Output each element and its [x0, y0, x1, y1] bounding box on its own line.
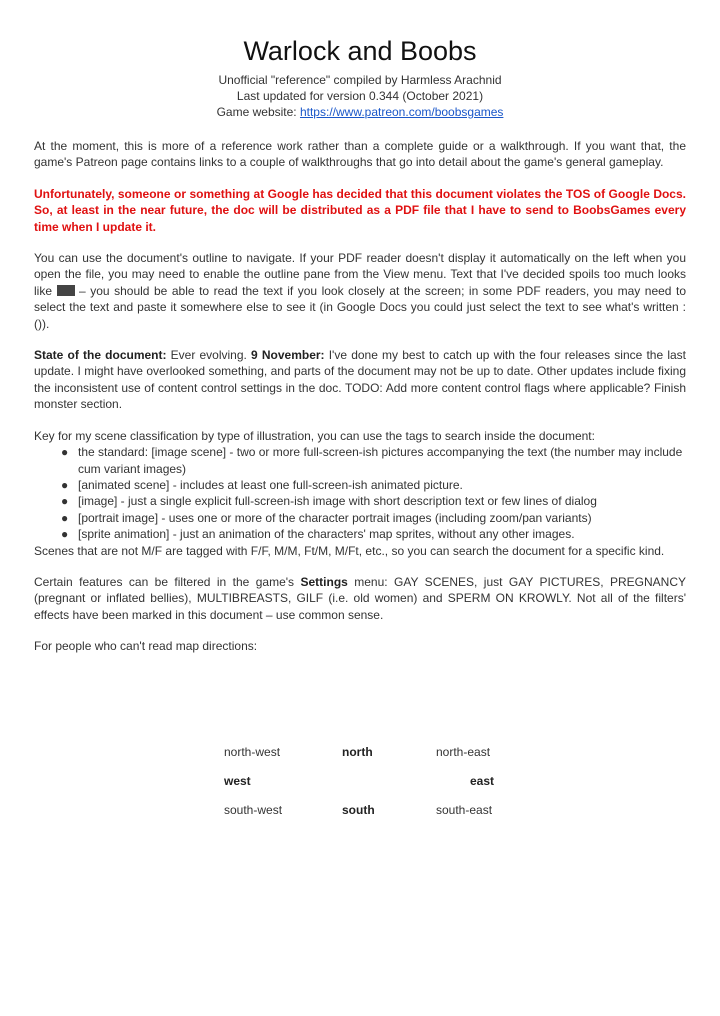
- key-item: [61, 493, 686, 509]
- state-date: 9 November:: [251, 348, 325, 363]
- direction-south-east: south-east: [436, 803, 493, 817]
- state-paragraph: [34, 347, 686, 413]
- direction-east: east: [470, 774, 495, 788]
- key-item: [61, 510, 686, 526]
- direction-south-west: south-west: [224, 803, 283, 817]
- bullet-icon: ●: [61, 510, 69, 525]
- state-text-1: Ever evolving.: [166, 348, 252, 363]
- direction-north: north: [342, 745, 373, 759]
- direction-south: south: [342, 803, 375, 817]
- directions-intro: For people who can't read map directions:: [34, 639, 258, 654]
- key-item-text: [image] - just a single explicit full-screen-ish image with short description text or few lines of dialog: [78, 494, 597, 509]
- key-outro: Scenes that are not M/F are tagged with F/F, M/M, Ft/M, M/Ft, etc., so you can search the document for a specific kind.: [34, 543, 665, 558]
- direction-west: west: [224, 774, 251, 788]
- settings-text-1: Certain features can be filtered in the game's: [34, 574, 301, 589]
- settings-label: Settings: [300, 574, 348, 589]
- navigation-paragraph: [34, 250, 686, 332]
- version-line: Last updated for version 0.344 (October 2021): [236, 89, 484, 103]
- bullet-icon: ●: [61, 494, 69, 509]
- bullet-icon: ●: [61, 445, 69, 460]
- navigation-text-2: – you should be able to read the text if you look closely at the screen; in some PDF readers, you may need to select the text and paste it somewhere else to see it (in Google Docs you could just select the text to see what's written :()).: [34, 283, 686, 331]
- warning-paragraph: Unfortunately, someone or something at Google has decided that this document violates the TOS of Google Docs. So, at least in the near future, the doc will be distributed as a PDF file that I have to send to BoobsGames every time when I update it.: [34, 186, 686, 234]
- key-item-text: [portrait image] - uses one or more of the character portrait images (including zoom/pan variants): [78, 510, 592, 525]
- navigation-text-1: You can use the document's outline to navigate. If your PDF reader doesn't display it automatically on the left when you open the file, you may need to enable the outline pane from the View menu. Text that I've decided spoils too much looks like: [34, 251, 686, 298]
- key-item-text: [sprite animation] - just an animation of the characters' map sprites, without any other images.: [78, 527, 575, 542]
- website-line: [34, 104, 686, 120]
- key-item: [61, 526, 686, 542]
- key-item-text: [animated scene] - includes at least one full-screen-ish animated picture.: [78, 477, 463, 492]
- intro-paragraph: At the moment, this is more of a reference work rather than a complete guide or a walkthrough. If you want that, the game's Patreon page contains links to a couple of walkthroughs that go into detail about the game's general gameplay.: [34, 139, 686, 170]
- key-intro: Key for my scene classification by type of illustration, you can use the tags to search inside the document:: [34, 428, 595, 443]
- settings-text-2: menu: GAY SCENES, just GAY PICTURES, PREGNANCY (pregnant or inflated bellies), MULTIBREASTS, GILF (i.e. old women) and SPERM ON KROWLY. Not all of the filters' effects have been marked in this document – use common sense.: [34, 574, 686, 622]
- website-link[interactable]: https://www.patreon.com/boobsgames: [299, 105, 504, 119]
- key-item-text: the standard: [image scene] - two or more full-screen-ish pictures accompanying the text (the number may include cum variant images): [78, 445, 683, 476]
- state-text-2: I've done my best to catch up with the four releases since the last update. I might have overlooked something, and parts of the document may not be up to date. Other updates include fixing the inconsistent use of content control settings in the doc. TODO: Add more content control flags where applicable? Finish monster section.: [34, 348, 686, 412]
- document-title: Warlock and Boobs: [243, 36, 477, 66]
- key-list: [34, 444, 686, 542]
- compiler-line: Unofficial "reference" compiled by Harmless Arachnid: [218, 73, 502, 87]
- bullet-icon: ●: [61, 477, 69, 492]
- spoiler-example-block: [57, 285, 75, 296]
- bullet-icon: ●: [61, 527, 69, 542]
- settings-paragraph: [34, 574, 686, 623]
- direction-north-east: north-east: [436, 745, 491, 759]
- website-label: Game website:: [216, 105, 300, 119]
- direction-north-west: north-west: [224, 745, 281, 759]
- state-label: State of the document:: [34, 348, 167, 363]
- key-item: [61, 477, 686, 493]
- key-item: [61, 444, 686, 477]
